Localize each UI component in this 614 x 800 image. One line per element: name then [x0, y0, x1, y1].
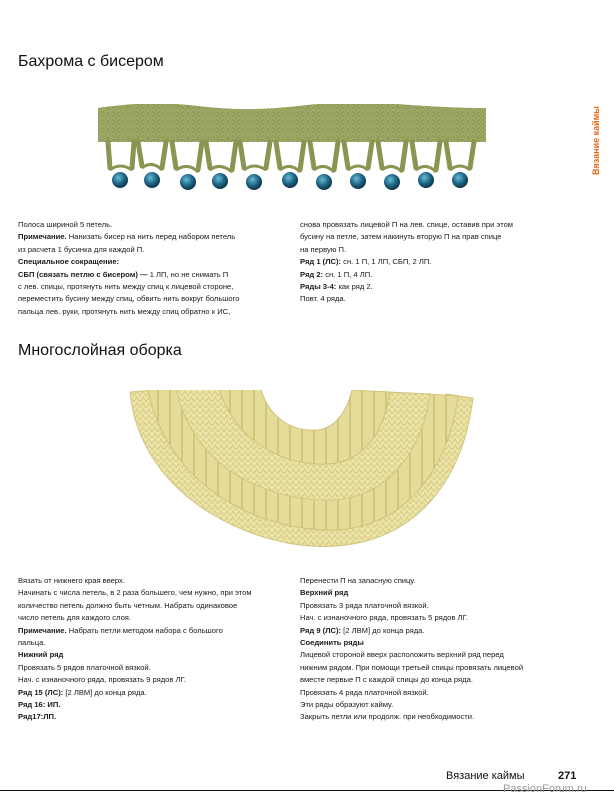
s1c1-line: СБП (связать петлю с бисером) — 1 ЛП, но не снимать П	[18, 269, 229, 279]
footer-chapter-title: Вязание каймы	[446, 770, 525, 782]
s2c2-line: Провязать 4 ряда платочной вязкой.	[300, 687, 429, 697]
s2c2-line: Перенести П на запасную спицу.	[300, 576, 416, 585]
s2c1-line: Начинать с числа петель, в 2 раза большего, чем нужно, при этом	[18, 588, 252, 598]
s2c2-line: Ряд 9 (ЛС): [2 ЛВМ] до конца ряда.	[300, 625, 425, 635]
section1-text-column-1	[18, 219, 239, 318]
s2c1-line: число петель для каждого слоя.	[18, 613, 132, 623]
beaded-fringe-photo	[98, 98, 486, 200]
side-chapter-label-text: Вязание каймы	[591, 105, 601, 175]
s2c1-line: Провязать 5 рядов платочной вязкой.	[18, 662, 151, 672]
section2-text-column-1	[18, 575, 252, 724]
watermark: PassionForum.ru	[503, 783, 587, 795]
s2c2-line: Провязать 3 ряда платочной вязкой.	[300, 600, 429, 610]
s1c2-line: снова провязать лицевой П на лев. спице, оставив при этом	[300, 220, 514, 229]
side-chapter-label	[578, 95, 614, 185]
section2-text-column-2	[300, 575, 523, 724]
s1c2-line: на первую П.	[300, 244, 347, 254]
s2c1-line: Ряд17:ЛП.	[18, 712, 57, 722]
s2c1-line: Ряд 15 (ЛС): [2 ЛВМ] до конца ряда.	[18, 687, 147, 697]
s1c1-line: из расчета 1 бусинка для каждой П.	[18, 244, 145, 254]
s1c1-line: пальца лев. руки, протянуть нить между спиц обратно к ИС,	[18, 306, 231, 316]
section-title-beaded-fringe: Бахрома с бисером	[18, 53, 164, 70]
s2c2-line: Соединить ряды	[300, 638, 364, 648]
s1c1-line: с лев. спицы, протянуть нить между спиц к лицевой стороне,	[18, 282, 234, 292]
layered-ruffle-photo	[128, 384, 478, 554]
s1c1-line: Примечание. Нанизать бисер на нить перед набором петель	[18, 232, 236, 242]
s1c1-line: Полоса шириной 5 петель.	[18, 220, 113, 229]
s2c2-line: нижним рядом. При помощи третьей спицы провязать лицевой	[300, 662, 524, 672]
s2c2-line: Нач. с изнаночного ряда, провязать 5 рядов ЛГ.	[300, 613, 468, 623]
s2c2-line: Закрыть петли или продолж. при необходимости.	[300, 712, 475, 722]
s1c2-line: Ряд 1 (ЛС): сн. 1 П, 1 ЛП, СБП, 2 ЛП.	[300, 257, 432, 267]
s2c2-line: Лицевой стороной вверх расположить верхний ряд перед	[300, 650, 504, 660]
s1c2-line: бусину на петле, затем накинуть вторую П на прав спице	[300, 232, 502, 242]
s2c1-line: количество петель должно быть четным. Набрать одинаковое	[18, 600, 238, 610]
s2c2-line: Эти ряды образуют кайму.	[300, 700, 394, 710]
s2c2-line: вместе первые П с каждой спицы до конца ряда.	[300, 675, 473, 685]
page-number: 271	[558, 770, 577, 782]
s2c1-line: Вязать от нижнего края вверх.	[18, 576, 125, 585]
s2c1-line: Нач. с изнаночного ряда, провязать 9 рядов ЛГ.	[18, 675, 186, 685]
s2c2-line: Верхний ряд	[300, 588, 349, 598]
s1c2-line: Ряды 3-4: как ряд 2.	[300, 282, 373, 292]
s2c1-line: Нижний ряд	[18, 650, 64, 660]
s1c2-line: Повт. 4 ряда.	[300, 294, 346, 304]
section-title-layered-ruffle: Многослойная оборка	[18, 342, 182, 359]
s1c1-line: переместить бусину между спиц, обвить нить вокруг большого	[18, 294, 240, 304]
s2c1-line: пальца.	[18, 638, 46, 648]
s1c1-line: Специальное сокращение:	[18, 257, 120, 267]
section1-text-column-2	[300, 219, 513, 306]
s1c2-line: Ряд 2: сн. 1 П, 4 ЛП.	[300, 269, 373, 279]
s2c1-line: Ряд 16: ИП.	[18, 700, 61, 710]
s2c1-line: Примечание. Набрать петли методом набора с большого	[18, 625, 223, 635]
